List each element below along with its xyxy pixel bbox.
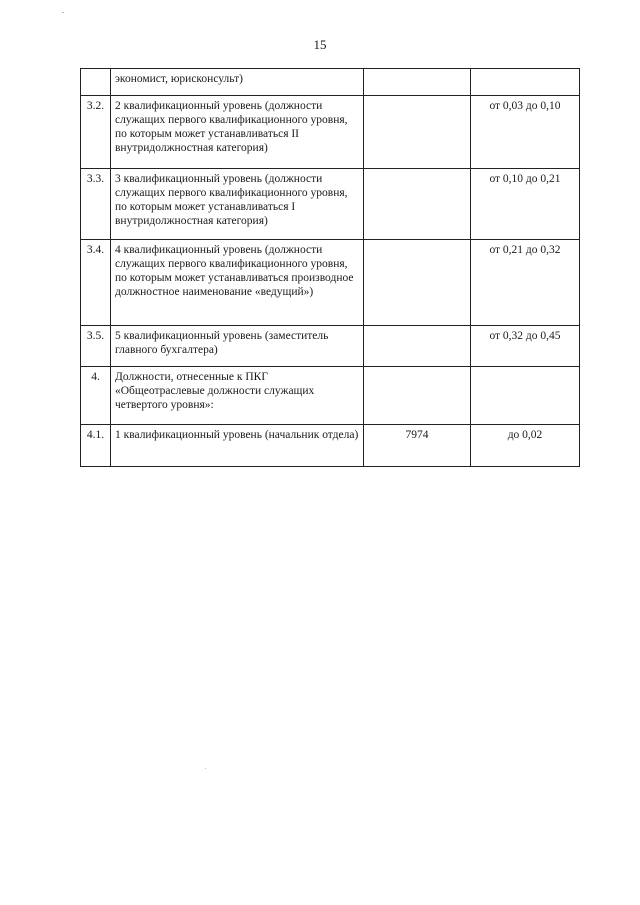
position-description: 3 квалификационный уровень (должности служащих первого квалификационного уровня, по которым может устанавливаться I внутридолжностная категория) — [111, 169, 364, 240]
row-number: 3.3. — [81, 169, 111, 240]
coefficient-cell: от 0,03 до 0,10 — [471, 96, 580, 169]
table-row — [81, 169, 580, 240]
qualification-table — [80, 68, 580, 467]
row-number: 4. — [81, 367, 111, 425]
coefficient-cell: от 0,21 до 0,32 — [471, 240, 580, 326]
salary-cell — [364, 367, 471, 425]
table-row — [81, 326, 580, 367]
scan-speck — [205, 768, 206, 769]
salary-cell — [364, 240, 471, 326]
salary-cell — [364, 326, 471, 367]
table-row — [81, 367, 580, 425]
salary-cell: 7974 — [364, 425, 471, 467]
scan-speck — [62, 12, 64, 13]
row-number: 3.5. — [81, 326, 111, 367]
salary-cell — [364, 96, 471, 169]
coefficient-cell: от 0,10 до 0,21 — [471, 169, 580, 240]
salary-cell — [364, 169, 471, 240]
table-row — [81, 69, 580, 96]
coefficient-cell: до 0,02 — [471, 425, 580, 467]
position-description: Должности, отнесенные к ПКГ «Общеотраслевые должности служащих четвертого уровня»: — [111, 367, 364, 425]
coefficient-cell — [471, 367, 580, 425]
position-description: 1 квалификационный уровень (начальник отдела) — [111, 425, 364, 467]
table-row — [81, 96, 580, 169]
row-number — [81, 69, 111, 96]
position-description: экономист, юрисконсульт) — [111, 69, 364, 96]
row-number: 3.2. — [81, 96, 111, 169]
salary-cell — [364, 69, 471, 96]
coefficient-cell — [471, 69, 580, 96]
position-description: 2 квалификационный уровень (должности служащих первого квалификационного уровня, по которым может устанавливаться II внутридолжностная категория) — [111, 96, 364, 169]
row-number: 3.4. — [81, 240, 111, 326]
row-number: 4.1. — [81, 425, 111, 467]
position-description: 5 квалификационный уровень (заместитель главного бухгалтера) — [111, 326, 364, 367]
position-description: 4 квалификационный уровень (должности служащих первого квалификационного уровня, по которым может устанавливаться производное должностное наименование «ведущий») — [111, 240, 364, 326]
table-row — [81, 425, 580, 467]
coefficient-cell: от 0,32 до 0,45 — [471, 326, 580, 367]
table-row — [81, 240, 580, 326]
page-number: 15 — [313, 37, 327, 52]
